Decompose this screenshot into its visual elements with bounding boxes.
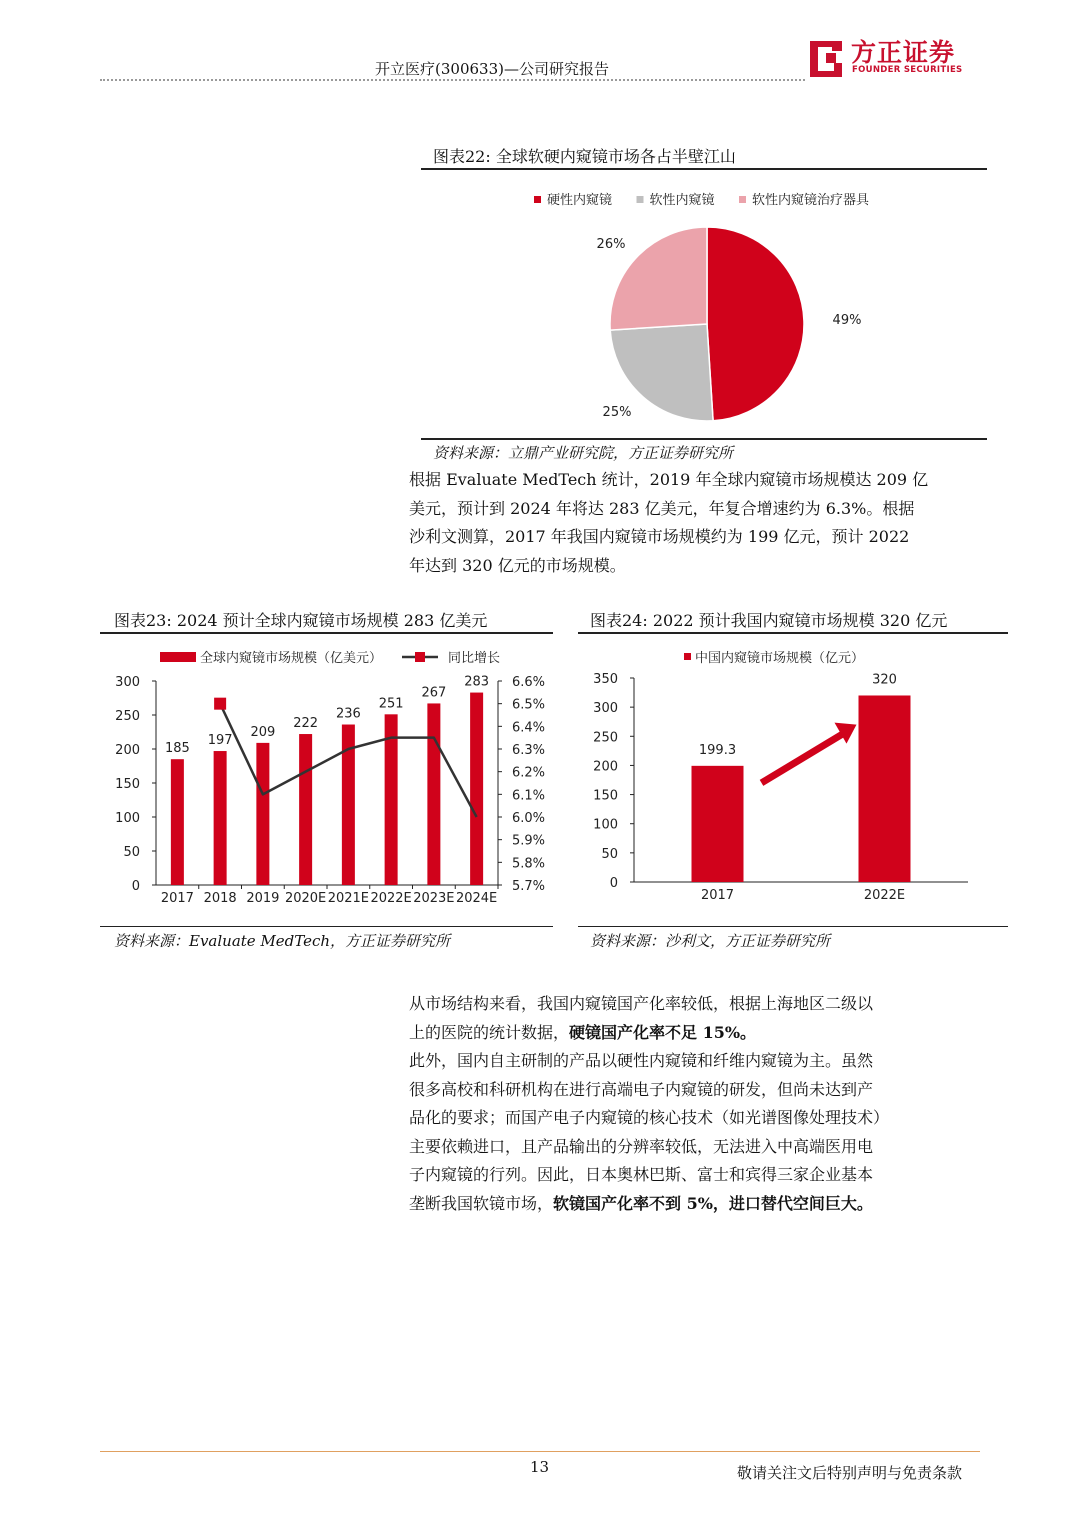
- x-tick-label: 2018: [203, 891, 237, 906]
- paragraph-line: 此外，国内自主研制的产品以硬性内窥镜和纤维内窥镜为主。虽然: [409, 1051, 874, 1070]
- paragraph-line: [409, 1019, 979, 1048]
- fig23-bar-line-chart: [100, 638, 553, 924]
- bar: [256, 743, 269, 885]
- y-left-tick-label: 50: [123, 845, 140, 860]
- y-right-tick-label: 5.9%: [512, 833, 546, 849]
- legend-bar-swatch: [160, 652, 196, 662]
- fig24-top-rule: [578, 632, 1008, 634]
- legend-label-3: 软性内窥镜治疗器具: [752, 193, 870, 208]
- paragraph-line: 从市场结构来看，我国内窥镜国产化率较低，根据上海地区二级以: [409, 994, 874, 1013]
- y-left-tick-label: 100: [115, 811, 140, 826]
- fig22-title: 图表22: 全球软硬内窥镜市场各占半壁江山: [433, 147, 736, 166]
- paragraph-line: 品化的要求；而国产电子内窥镜的核心技术（如光谱图像处理技术）: [409, 1108, 890, 1127]
- y-right-tick-label: 6.6%: [512, 675, 546, 690]
- y-right-tick-label: 6.5%: [512, 697, 546, 713]
- y-tick-label: 300: [593, 701, 618, 717]
- y-tick-label: 200: [593, 759, 618, 775]
- x-tick-label: 2021E: [327, 891, 370, 906]
- paragraph-line: 主要依赖进口，且产品输出的分辨率较低，无法进入中高端医用电: [409, 1136, 874, 1156]
- growth-line-marker: [214, 698, 226, 710]
- x-tick-label: 2017: [160, 891, 194, 906]
- bar-value-label: 320: [872, 672, 897, 688]
- paragraph-line: 美元，预计到 2024 年将达 283 亿美元，年复合增速约为 6.3%。根据: [409, 498, 915, 518]
- fig22-pie-chart: [421, 172, 987, 437]
- fig22-source: 资料来源：立鼎产业研究院，方正证券研究所: [433, 444, 734, 462]
- footer-disclaimer: 敬请关注文后特别声明与免责条款: [737, 1464, 963, 1482]
- x-tick-label: 2023E: [413, 891, 455, 906]
- y-tick-label: 100: [593, 817, 618, 833]
- pie-label-1: 49%: [832, 313, 862, 328]
- paragraph-line: 沙利文测算，2017 年我国内窥镜市场规模约为 199 亿元，预计 2022: [409, 527, 910, 546]
- y-right-tick-label: 5.8%: [512, 856, 546, 872]
- growth-arrow-shaft: [762, 732, 847, 783]
- y-tick-label: 150: [593, 788, 618, 804]
- fig23-title: 图表23: 2024 预计全球内窥镜市场规模 283 亿美元: [114, 611, 488, 630]
- y-right-tick-label: 6.2%: [512, 765, 546, 781]
- y-left-tick-label: 200: [115, 743, 140, 758]
- paragraph-market-structure: [409, 990, 979, 1047]
- bar-value-label: 185: [164, 741, 190, 757]
- fig22-bottom-rule: [421, 438, 987, 440]
- x-tick-label: 2017: [700, 888, 735, 903]
- logo-text-en: FOUNDER SECURITIES: [852, 65, 963, 75]
- logo-text-cn: 方正证券: [851, 38, 956, 67]
- y-right-tick-label: 6.4%: [512, 720, 546, 736]
- fig23-bottom-rule: [100, 926, 553, 927]
- y-tick-label: 350: [593, 672, 618, 687]
- bar: [427, 703, 440, 885]
- fig24-bar-chart: [578, 638, 1008, 924]
- y-left-tick-label: 300: [115, 675, 140, 690]
- y-tick-label: 50: [601, 846, 618, 862]
- page-number: 13: [530, 1458, 550, 1476]
- pie-slice-1: [707, 227, 804, 421]
- footer-divider: [100, 1451, 980, 1452]
- bar-value-label: 209: [250, 724, 276, 740]
- bar: [692, 766, 744, 882]
- x-tick-label: 2020E: [284, 891, 327, 906]
- paragraph-market-size: [409, 466, 979, 580]
- bar-value-label: 267: [421, 685, 447, 701]
- paragraph-emphasis: 硬镜国产化率不足 15%。: [569, 1022, 757, 1042]
- bar-value-label: 199.3: [698, 742, 737, 758]
- bar-value-label: 222: [293, 716, 319, 732]
- fig23-top-rule: [100, 632, 553, 634]
- legend-swatch-3: [739, 196, 746, 203]
- header-doc-title: 开立医疗(300633)—公司研究报告: [375, 60, 609, 78]
- legend-swatch-2: [637, 196, 644, 203]
- paragraph-line: 子内窥镜的行列。因此，日本奥林巴斯、富士和宾得三家企业基本: [409, 1165, 874, 1184]
- fig24-bottom-rule: [578, 926, 1008, 927]
- fig23-source: 资料来源：Evaluate MedTech，方正证券研究所: [114, 932, 451, 950]
- bar: [470, 693, 483, 885]
- y-left-tick-label: 0: [131, 879, 140, 894]
- bar: [171, 759, 184, 885]
- paragraph-text: 上的医院的统计数据，: [409, 1022, 570, 1042]
- fig24-title: 图表24: 2022 预计我国内窥镜市场规模 320 亿元: [590, 611, 948, 630]
- y-right-tick-label: 6.0%: [512, 811, 546, 826]
- y-tick-label: 250: [593, 730, 618, 746]
- y-tick-label: 0: [609, 876, 618, 891]
- legend-swatch: [684, 653, 691, 660]
- legend-line-marker: [415, 652, 425, 662]
- bar-value-label: 236: [335, 706, 361, 722]
- paragraph-domestic-products: [409, 1047, 979, 1218]
- x-tick-label: 2022E: [370, 891, 412, 906]
- legend-swatch-1: [534, 196, 541, 203]
- paragraph-text: 垄断我国软镜市场，: [409, 1193, 554, 1213]
- x-tick-label: 2024E: [455, 891, 498, 906]
- legend-label-2: 软性内窥镜: [649, 193, 715, 208]
- paragraph-line: 根据 Evaluate MedTech 统计，2019 年全球内窥镜市场规模达 209 亿: [409, 470, 929, 489]
- bar: [299, 734, 312, 885]
- paragraph-emphasis: 软镜国产化率不到 5%，进口替代空间巨大。: [553, 1193, 873, 1213]
- y-right-tick-label: 6.1%: [512, 788, 546, 804]
- fig24-source: 资料来源：沙利文，方正证券研究所: [590, 932, 831, 950]
- bar-value-label: 197: [207, 733, 233, 749]
- y-right-tick-label: 6.3%: [512, 743, 546, 758]
- bar-value-label: 251: [378, 696, 404, 712]
- pie-label-3: 26%: [596, 237, 626, 252]
- legend-bar-label: 全球内窥镜市场规模（亿美元）: [200, 651, 383, 666]
- paragraph-line: 年达到 320 亿元的市场规模。: [409, 555, 626, 575]
- legend-label-1: 硬性内窥镜: [547, 193, 613, 208]
- y-left-tick-label: 150: [115, 777, 140, 792]
- x-tick-label: 2019: [246, 891, 280, 906]
- pie-label-2: 25%: [602, 405, 632, 420]
- bar: [859, 695, 911, 882]
- bar-value-label: 283: [464, 674, 490, 690]
- legend-line-label: 同比增长: [448, 651, 501, 666]
- legend-label: 中国内窥镜市场规模（亿元）: [695, 651, 865, 666]
- paragraph-line: 很多高校和科研机构在进行高端电子内窥镜的研发，但尚未达到产: [409, 1079, 874, 1099]
- y-left-tick-label: 250: [115, 709, 140, 724]
- y-right-tick-label: 5.7%: [512, 879, 546, 894]
- bar: [214, 751, 227, 885]
- x-tick-label: 2022E: [863, 888, 906, 903]
- paragraph-line: [409, 1190, 979, 1219]
- header-divider: [100, 79, 805, 81]
- fig22-top-rule: [421, 168, 987, 170]
